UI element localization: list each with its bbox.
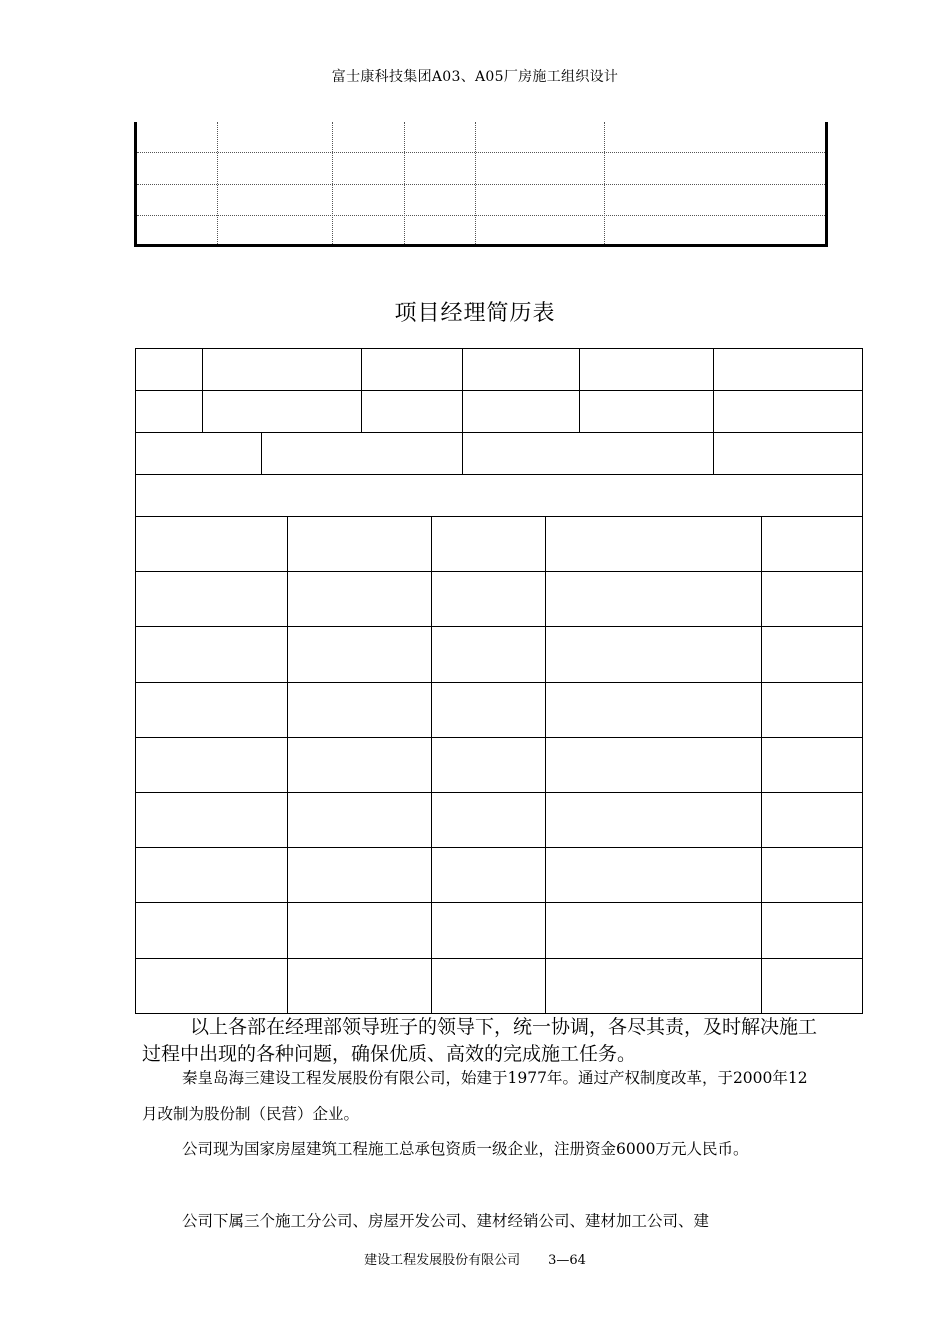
resume-table: [135, 348, 862, 1013]
table-cell: [431, 516, 546, 572]
table-cell: [462, 390, 580, 433]
table-cell: [545, 958, 762, 1014]
page-header: 富士康科技集团A03、A05厂房施工组织设计: [331, 69, 619, 85]
page-number: 3—64: [548, 1253, 586, 1268]
table-cell: [462, 348, 580, 391]
table-cell: [135, 792, 288, 848]
table-cell: [361, 348, 463, 391]
resume-title: 项目经理简历表: [394, 301, 556, 326]
table-cell: [202, 348, 362, 391]
table-cell: [713, 432, 863, 475]
table-cell: [261, 432, 463, 475]
table-cell: [579, 390, 714, 433]
table-cell: [431, 682, 546, 738]
table-cell: [761, 626, 863, 682]
table-cell: [545, 737, 762, 793]
table-cell: [761, 516, 863, 572]
table-cell: [761, 902, 863, 958]
table-cell: [287, 847, 432, 903]
table-cell: [545, 792, 762, 848]
table-cell: [761, 682, 863, 738]
table-cell: [287, 516, 432, 572]
summary-paragraph: 以上各部在经理部领导班子的领导下，统一协调，各尽其责，及时解决施工过程中出现的各种问题，确保优质、高效的完成施工任务。: [142, 1016, 818, 1065]
table-cell: [135, 847, 288, 903]
table-cell: [287, 737, 432, 793]
table-column-divider: [217, 122, 218, 244]
page-footer: [0, 1249, 950, 1268]
table-cell: [135, 682, 288, 738]
table-cell: [287, 682, 432, 738]
table-cell: [287, 792, 432, 848]
table-cell: [287, 571, 432, 627]
table-cell: [135, 348, 203, 391]
table-cell: [761, 737, 863, 793]
table-cell: [579, 348, 714, 391]
table-column-divider: [404, 122, 405, 244]
table-cell: [287, 626, 432, 682]
table-column-divider: [475, 122, 476, 244]
table-cell: [135, 432, 262, 475]
table-cell: [287, 958, 432, 1014]
table-cell: [761, 571, 863, 627]
table-cell: [431, 958, 546, 1014]
table-cell: [462, 432, 714, 475]
continued-table: [134, 122, 828, 247]
table-cell: [135, 737, 288, 793]
table-cell: [431, 847, 546, 903]
table-column-divider: [604, 122, 605, 244]
table-column-divider: [332, 122, 333, 244]
table-row-divider: [137, 184, 825, 185]
table-cell: [545, 571, 762, 627]
table-cell: [135, 390, 203, 433]
table-cell: [431, 626, 546, 682]
table-cell: [135, 902, 288, 958]
qualification-paragraph: 公司现为国家房屋建筑工程施工总承包资质一级企业，注册资金6000万元人民币。: [182, 1140, 749, 1158]
table-cell: [287, 902, 432, 958]
table-cell: [135, 474, 863, 517]
table-cell: [713, 348, 863, 391]
table-cell: [135, 516, 288, 572]
table-cell: [135, 626, 288, 682]
table-cell: [431, 737, 546, 793]
table-cell: [545, 847, 762, 903]
table-cell: [761, 792, 863, 848]
table-cell: [202, 390, 362, 433]
table-cell: [545, 682, 762, 738]
table-cell: [713, 390, 863, 433]
table-cell: [135, 571, 288, 627]
table-cell: [545, 626, 762, 682]
table-cell: [545, 902, 762, 958]
table-cell: [761, 847, 863, 903]
table-cell: [135, 958, 288, 1014]
table-cell: [431, 902, 546, 958]
table-cell: [361, 390, 463, 433]
company-intro-paragraph: 秦皇岛海三建设工程发展股份有限公司，始建于1977年。通过产权制度改革，于2000年12月改制为股份制（民营）企业。: [142, 1069, 808, 1123]
table-cell: [431, 571, 546, 627]
table-row-divider: [137, 152, 825, 153]
table-cell: [761, 958, 863, 1014]
table-row-divider: [137, 215, 825, 216]
table-cell: [431, 792, 546, 848]
footer-company: 建设工程发展股份有限公司: [364, 1253, 521, 1268]
subsidiaries-paragraph: 公司下属三个施工分公司、房屋开发公司、建材经销公司、建材加工公司、建: [182, 1212, 710, 1230]
table-cell: [545, 516, 762, 572]
